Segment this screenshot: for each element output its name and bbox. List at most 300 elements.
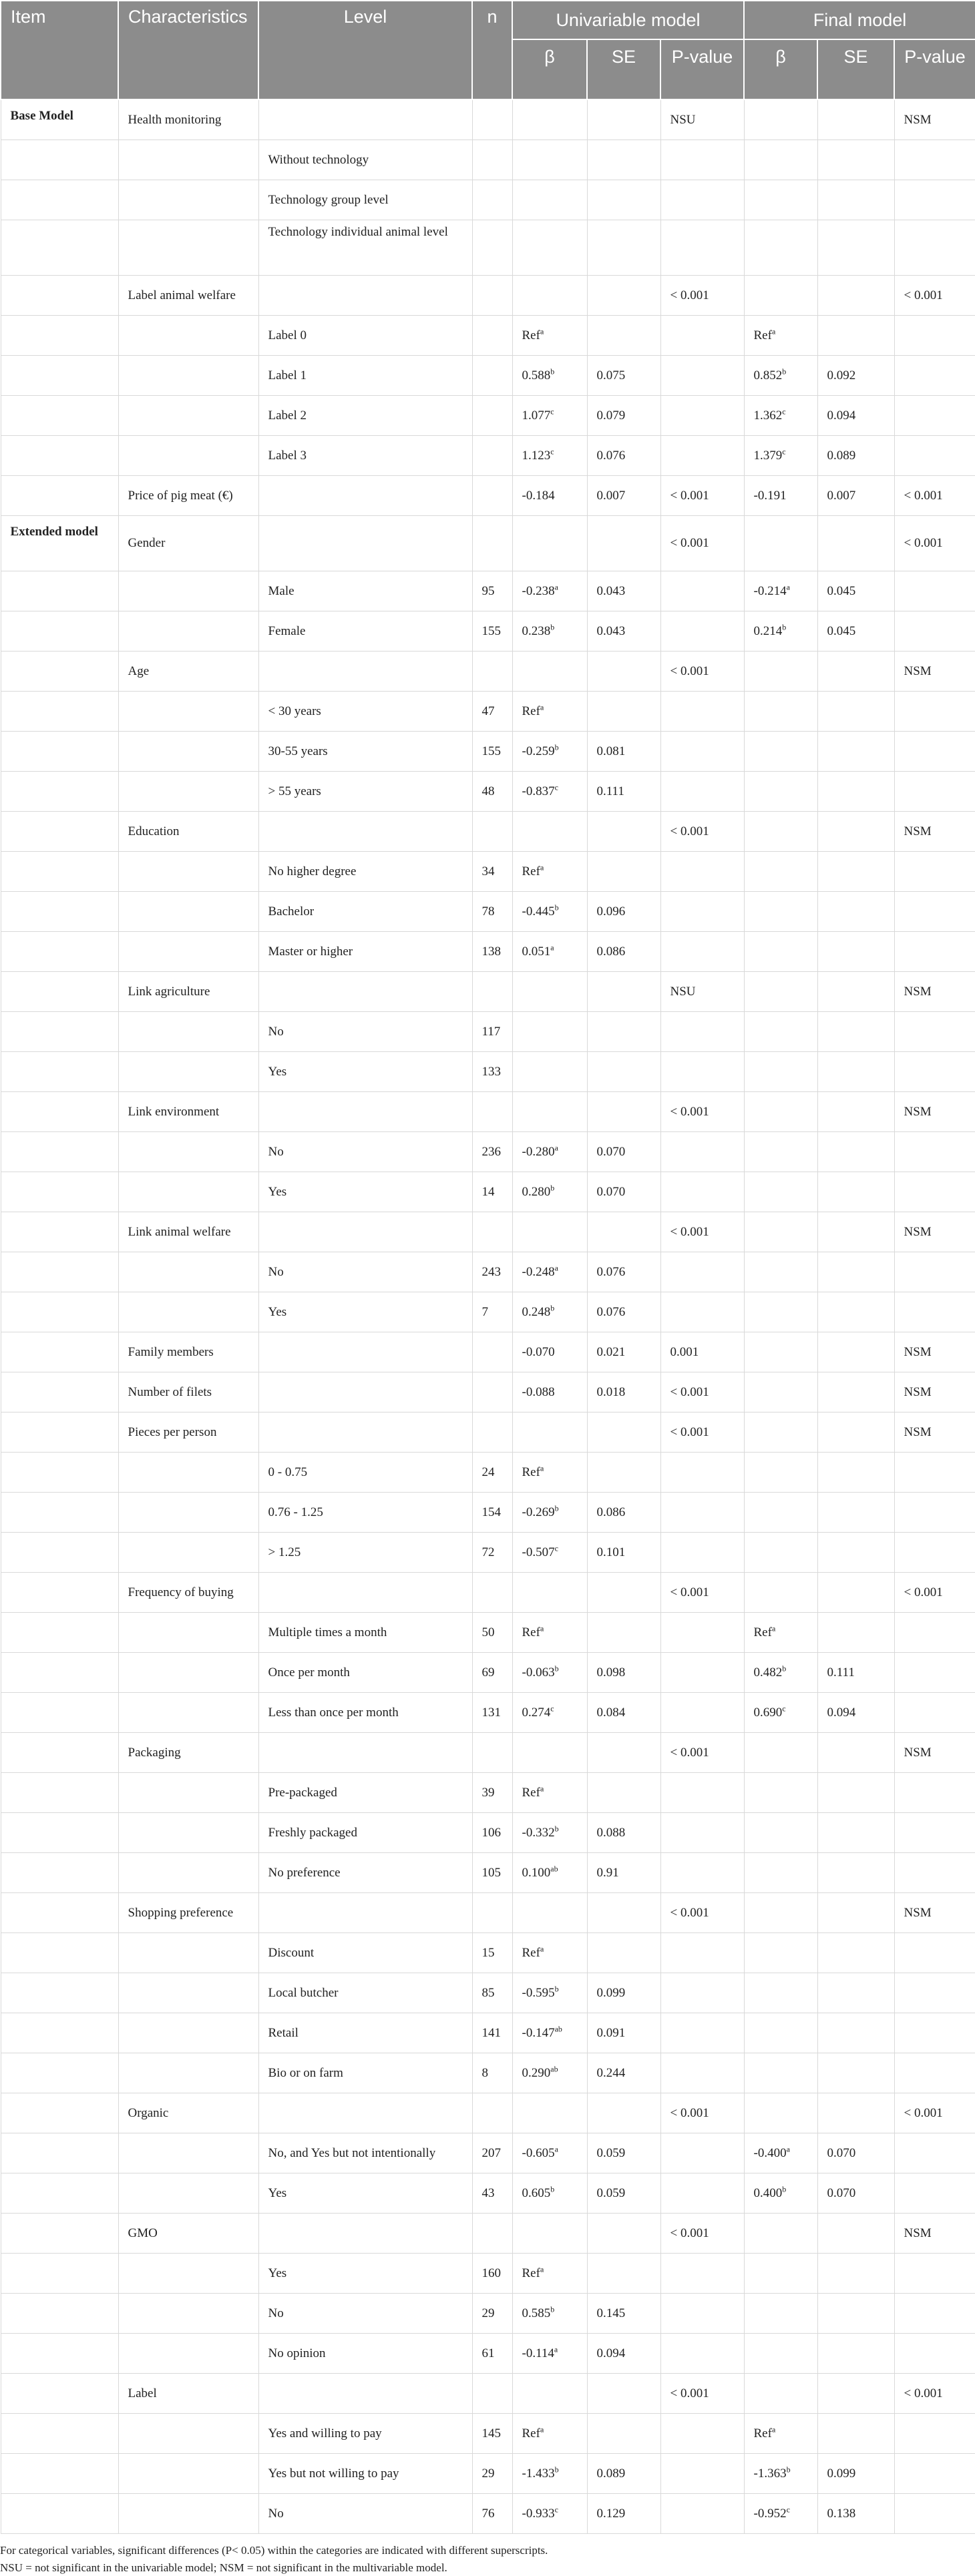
cell-n xyxy=(472,1813,512,1853)
cell-final-se-text: 0.045 xyxy=(827,584,856,598)
cell-item xyxy=(1,316,118,356)
cell-final-se xyxy=(817,316,894,356)
cell-uni-p-value xyxy=(660,1533,744,1573)
cell-uni-se-text: 0.076 xyxy=(597,1265,626,1279)
significance-superscript: b xyxy=(555,1824,559,1833)
cell-level xyxy=(258,1973,472,2013)
cell-uni-beta xyxy=(512,1412,587,1453)
significance-superscript: a xyxy=(555,1263,558,1272)
significance-superscript: b xyxy=(782,622,786,631)
table-row xyxy=(1,2173,975,2214)
cell-uni-se xyxy=(587,1773,660,1813)
significance-superscript: a xyxy=(787,582,790,591)
cell-final-se xyxy=(817,1933,894,1973)
significance-superscript: a xyxy=(554,2344,558,2354)
cell-uni-se xyxy=(587,356,660,396)
table-row xyxy=(1,1533,975,1573)
cell-final-p-value xyxy=(894,180,975,220)
cell-uni-beta xyxy=(512,571,587,611)
cell-item xyxy=(1,1453,118,1493)
significance-superscript: b xyxy=(555,1663,559,1673)
cell-uni-beta-text: 0.100 xyxy=(522,1866,551,1880)
cell-final-se xyxy=(817,692,894,732)
cell-final-beta xyxy=(744,436,817,476)
cell-final-se xyxy=(817,2214,894,2254)
cell-final-se xyxy=(817,611,894,652)
cell-uni-p-value xyxy=(660,1132,744,1172)
cell-characteristic xyxy=(118,516,258,571)
cell-final-p-value-text: NSM xyxy=(904,1105,932,1119)
cell-uni-se-text: 0.059 xyxy=(597,2186,626,2200)
table-row xyxy=(1,1252,975,1292)
cell-characteristic xyxy=(118,1412,258,1453)
cell-n xyxy=(472,436,512,476)
cell-final-se-text: 0.099 xyxy=(827,2467,856,2481)
table-row xyxy=(1,2093,975,2133)
cell-level xyxy=(258,2093,472,2133)
cell-level-text: > 1.25 xyxy=(268,1545,301,1559)
cell-uni-se xyxy=(587,1893,660,1933)
cell-final-beta xyxy=(744,1853,817,1893)
cell-level xyxy=(258,611,472,652)
cell-characteristic xyxy=(118,316,258,356)
table-row xyxy=(1,1332,975,1372)
cell-uni-se xyxy=(587,1252,660,1292)
cell-uni-p-value xyxy=(660,1212,744,1252)
cell-uni-beta-text: -0.507 xyxy=(522,1545,555,1559)
cell-final-se xyxy=(817,2334,894,2374)
cell-level-text: Local butcher xyxy=(268,1986,339,2000)
cell-characteristic xyxy=(118,2334,258,2374)
significance-superscript: a xyxy=(772,1623,775,1633)
cell-final-beta xyxy=(744,1372,817,1412)
cell-uni-beta-text: -0.238 xyxy=(522,584,555,598)
cell-final-p-value xyxy=(894,1212,975,1252)
cell-uni-beta-text: Ref xyxy=(522,1625,540,1639)
cell-final-p-value xyxy=(894,1493,975,1533)
cell-level xyxy=(258,356,472,396)
significance-superscript: a xyxy=(540,1463,544,1473)
cell-final-p-value xyxy=(894,1773,975,1813)
cell-final-beta-text: -0.191 xyxy=(754,489,787,503)
cell-uni-p-value xyxy=(660,611,744,652)
table-row xyxy=(1,972,975,1012)
cell-item xyxy=(1,892,118,932)
cell-uni-se-text: 0.129 xyxy=(597,2507,626,2521)
header-univariable-model: Univariable model xyxy=(512,1,744,39)
cell-final-p-value xyxy=(894,140,975,180)
cell-characteristic-text: Gender xyxy=(128,536,166,550)
cell-final-p-value xyxy=(894,1893,975,1933)
cell-uni-beta xyxy=(512,2214,587,2254)
cell-item xyxy=(1,611,118,652)
significance-superscript: b xyxy=(787,2465,791,2474)
cell-uni-beta-text: -0.063 xyxy=(522,1665,555,1680)
cell-n xyxy=(472,732,512,772)
cell-uni-beta xyxy=(512,276,587,316)
cell-item xyxy=(1,852,118,892)
cell-final-beta xyxy=(744,2294,817,2334)
cell-final-beta xyxy=(744,2414,817,2454)
cell-final-beta xyxy=(744,1332,817,1372)
cell-level-text: Yes xyxy=(268,1305,287,1319)
cell-final-p-value xyxy=(894,1693,975,1733)
cell-uni-p-value xyxy=(660,812,744,852)
cell-item xyxy=(1,99,118,140)
cell-final-p-value-text: < 0.001 xyxy=(904,2386,943,2400)
cell-level xyxy=(258,1052,472,1092)
cell-characteristic xyxy=(118,476,258,516)
cell-characteristic xyxy=(118,1733,258,1773)
cell-uni-beta-text: -0.088 xyxy=(522,1385,555,1399)
cell-uni-p-value xyxy=(660,1653,744,1693)
cell-uni-se xyxy=(587,1172,660,1212)
cell-final-beta-text: -0.400 xyxy=(754,2146,787,2160)
cell-item xyxy=(1,2173,118,2214)
cell-n-text: 145 xyxy=(482,2426,502,2440)
cell-n xyxy=(472,476,512,516)
cell-item xyxy=(1,1092,118,1132)
cell-uni-beta xyxy=(512,1733,587,1773)
cell-uni-se-text: 0.244 xyxy=(597,2066,626,2080)
cell-uni-se-text: 0.089 xyxy=(597,2467,626,2481)
cell-uni-p-value xyxy=(660,2494,744,2534)
cell-level xyxy=(258,812,472,852)
cell-final-beta xyxy=(744,1613,817,1653)
cell-n-text: 72 xyxy=(482,1545,495,1559)
cell-characteristic-text: Family members xyxy=(128,1345,214,1359)
table-row xyxy=(1,1973,975,2013)
cell-uni-p-value xyxy=(660,2374,744,2414)
cell-final-p-value xyxy=(894,356,975,396)
cell-n xyxy=(472,2334,512,2374)
cell-n xyxy=(472,516,512,571)
cell-final-se xyxy=(817,2053,894,2093)
cell-uni-beta-text: 1.123 xyxy=(522,449,551,463)
cell-characteristic xyxy=(118,1172,258,1212)
table-row xyxy=(1,1212,975,1252)
cell-final-se xyxy=(817,1412,894,1453)
cell-uni-se-text: 0.059 xyxy=(597,2146,626,2160)
cell-uni-se xyxy=(587,1412,660,1453)
cell-n xyxy=(472,1533,512,1573)
cell-uni-p-value xyxy=(660,652,744,692)
cell-final-beta xyxy=(744,1132,817,1172)
cell-n xyxy=(472,2494,512,2534)
cell-final-se xyxy=(817,932,894,972)
cell-uni-beta xyxy=(512,1493,587,1533)
cell-uni-beta xyxy=(512,220,587,276)
cell-final-se xyxy=(817,652,894,692)
cell-uni-p-value-text: < 0.001 xyxy=(670,288,709,302)
cell-final-p-value-text: NSM xyxy=(904,1746,932,1760)
cell-uni-p-value xyxy=(660,1052,744,1092)
cell-item xyxy=(1,2053,118,2093)
cell-uni-p-value xyxy=(660,571,744,611)
cell-level xyxy=(258,316,472,356)
cell-level-text: Bachelor xyxy=(268,905,315,919)
cell-uni-se xyxy=(587,972,660,1012)
cell-uni-beta xyxy=(512,396,587,436)
cell-final-p-value xyxy=(894,652,975,692)
significance-superscript: a xyxy=(550,943,554,952)
cell-final-beta xyxy=(744,1453,817,1493)
cell-final-beta xyxy=(744,1533,817,1573)
cell-uni-beta xyxy=(512,932,587,972)
cell-n xyxy=(472,892,512,932)
cell-uni-beta-text: 0.290 xyxy=(522,2066,551,2080)
cell-final-se-text: 0.138 xyxy=(827,2507,856,2521)
cell-uni-se xyxy=(587,1052,660,1092)
cell-uni-beta xyxy=(512,812,587,852)
table-row xyxy=(1,852,975,892)
cell-characteristic xyxy=(118,2414,258,2454)
cell-level xyxy=(258,1693,472,1733)
cell-uni-beta-text: -0.184 xyxy=(522,489,555,503)
cell-uni-se xyxy=(587,2053,660,2093)
cell-final-beta xyxy=(744,1733,817,1773)
cell-final-p-value-text: NSM xyxy=(904,1225,932,1239)
cell-uni-beta-text: Ref xyxy=(522,1786,540,1800)
cell-final-beta xyxy=(744,1052,817,1092)
cell-final-p-value xyxy=(894,1453,975,1493)
cell-final-beta xyxy=(744,692,817,732)
cell-n-text: 50 xyxy=(482,1625,495,1639)
cell-uni-se xyxy=(587,516,660,571)
cell-final-beta xyxy=(744,1012,817,1052)
cell-uni-p-value-text: < 0.001 xyxy=(670,1225,709,1239)
cell-uni-beta-text: Ref xyxy=(522,1946,540,1960)
cell-level xyxy=(258,276,472,316)
cell-uni-beta xyxy=(512,1292,587,1332)
cell-final-beta xyxy=(744,1292,817,1332)
cell-n xyxy=(472,1773,512,1813)
cell-final-p-value xyxy=(894,1573,975,1613)
cell-final-p-value xyxy=(894,1132,975,1172)
cell-uni-se xyxy=(587,2294,660,2334)
cell-uni-beta xyxy=(512,972,587,1012)
cell-uni-p-value xyxy=(660,1733,744,1773)
cell-n xyxy=(472,772,512,812)
table-row xyxy=(1,2294,975,2334)
significance-superscript: a xyxy=(555,1143,558,1152)
cell-final-se xyxy=(817,180,894,220)
cell-level xyxy=(258,2214,472,2254)
cell-final-p-value xyxy=(894,1733,975,1773)
cell-final-p-value-text: NSM xyxy=(904,1425,932,1439)
cell-level-text: No, and Yes but not intentionally xyxy=(268,2146,436,2160)
cell-item xyxy=(1,516,118,571)
cell-uni-se xyxy=(587,571,660,611)
cell-level-text: Bio or on farm xyxy=(268,2066,343,2080)
cell-uni-beta xyxy=(512,732,587,772)
cell-uni-p-value-text: < 0.001 xyxy=(670,489,709,503)
cell-item xyxy=(1,2494,118,2534)
cell-n xyxy=(472,1332,512,1372)
cell-uni-se xyxy=(587,2374,660,2414)
significance-superscript: c xyxy=(555,2505,558,2514)
cell-final-se xyxy=(817,2414,894,2454)
significance-superscript: b xyxy=(555,903,559,912)
cell-n xyxy=(472,2454,512,2494)
cell-uni-se xyxy=(587,180,660,220)
cell-item xyxy=(1,1613,118,1653)
cell-uni-beta xyxy=(512,1933,587,1973)
cell-uni-beta-text: 1.077 xyxy=(522,409,551,423)
cell-n xyxy=(472,972,512,1012)
cell-uni-beta-text: 0.605 xyxy=(522,2186,551,2200)
cell-n-text: 76 xyxy=(482,2507,495,2521)
cell-final-beta xyxy=(744,99,817,140)
cell-uni-beta xyxy=(512,2254,587,2294)
cell-item xyxy=(1,436,118,476)
cell-uni-beta-text: -0.259 xyxy=(522,744,555,758)
cell-uni-p-value xyxy=(660,99,744,140)
cell-uni-beta xyxy=(512,1453,587,1493)
cell-final-p-value-text: NSM xyxy=(904,824,932,838)
cell-characteristic xyxy=(118,2053,258,2093)
cell-uni-p-value xyxy=(660,2294,744,2334)
cell-level xyxy=(258,1172,472,1212)
cell-final-beta-text: -1.363 xyxy=(754,2467,787,2481)
significance-superscript: b xyxy=(550,1183,554,1192)
cell-uni-p-value xyxy=(660,1893,744,1933)
table-row xyxy=(1,2414,975,2454)
cell-uni-beta xyxy=(512,1653,587,1693)
cell-item xyxy=(1,1533,118,1573)
cell-characteristic-text: Education xyxy=(128,824,180,838)
cell-uni-p-value-text: NSU xyxy=(670,113,696,127)
cell-level xyxy=(258,972,472,1012)
cell-characteristic xyxy=(118,1493,258,1533)
significance-superscript: a xyxy=(540,862,544,872)
cell-uni-p-value xyxy=(660,932,744,972)
cell-final-p-value xyxy=(894,772,975,812)
cell-uni-p-value-text: < 0.001 xyxy=(670,1105,709,1119)
cell-n xyxy=(472,180,512,220)
cell-final-se xyxy=(817,1132,894,1172)
cell-uni-beta-text: -0.595 xyxy=(522,1986,555,2000)
cell-characteristic-text: Link agriculture xyxy=(128,985,210,999)
significance-superscript: a xyxy=(555,2144,558,2153)
table-row xyxy=(1,571,975,611)
cell-n-text: 47 xyxy=(482,704,495,718)
cell-characteristic xyxy=(118,2214,258,2254)
significance-superscript: a xyxy=(540,2424,544,2434)
cell-characteristic xyxy=(118,892,258,932)
cell-n xyxy=(472,396,512,436)
cell-n-text: 48 xyxy=(482,784,495,798)
cell-n xyxy=(472,1853,512,1893)
cell-characteristic-text: Frequency of buying xyxy=(128,1585,234,1599)
cell-uni-beta-text: 0.588 xyxy=(522,368,551,382)
cell-uni-p-value xyxy=(660,476,744,516)
cell-level xyxy=(258,1813,472,1853)
cell-uni-beta xyxy=(512,316,587,356)
cell-uni-p-value-text: < 0.001 xyxy=(670,824,709,838)
cell-characteristic xyxy=(118,436,258,476)
cell-final-se xyxy=(817,1172,894,1212)
header-final-beta: β xyxy=(744,39,817,99)
cell-item xyxy=(1,476,118,516)
cell-final-p-value-text: NSM xyxy=(904,1345,932,1359)
cell-uni-se xyxy=(587,1132,660,1172)
cell-level-text: No opinion xyxy=(268,2346,326,2360)
cell-level-text: Yes xyxy=(268,2266,287,2280)
cell-uni-se xyxy=(587,1693,660,1733)
cell-characteristic xyxy=(118,1773,258,1813)
significance-superscript: b xyxy=(555,1503,559,1513)
cell-n-text: 95 xyxy=(482,584,495,598)
cell-uni-beta-text: Ref xyxy=(522,2266,540,2280)
cell-final-beta-text: Ref xyxy=(754,1625,772,1639)
cell-characteristic xyxy=(118,1252,258,1292)
cell-final-p-value xyxy=(894,2013,975,2053)
cell-characteristic xyxy=(118,1292,258,1332)
cell-n xyxy=(472,1933,512,1973)
table-row xyxy=(1,2013,975,2053)
cell-item xyxy=(1,1172,118,1212)
cell-level-text: Freshly packaged xyxy=(268,1826,357,1840)
cell-level-text: 0 - 0.75 xyxy=(268,1465,308,1479)
cell-uni-beta xyxy=(512,140,587,180)
cell-uni-beta-text: 0.280 xyxy=(522,1185,551,1199)
cell-uni-beta xyxy=(512,476,587,516)
cell-characteristic xyxy=(118,2173,258,2214)
table-row xyxy=(1,476,975,516)
cell-final-p-value xyxy=(894,1613,975,1653)
cell-characteristic xyxy=(118,1573,258,1613)
cell-level-text: No xyxy=(268,1145,284,1159)
cell-characteristic xyxy=(118,852,258,892)
table-header xyxy=(1,1,975,99)
cell-final-beta xyxy=(744,1933,817,1973)
cell-uni-p-value xyxy=(660,2093,744,2133)
cell-item xyxy=(1,1733,118,1773)
cell-uni-se xyxy=(587,2133,660,2173)
cell-uni-se-text: 0.094 xyxy=(597,2346,626,2360)
cell-characteristic xyxy=(118,180,258,220)
cell-uni-beta xyxy=(512,1893,587,1933)
cell-n-text: 39 xyxy=(482,1786,495,1800)
cell-final-se xyxy=(817,516,894,571)
cell-n xyxy=(472,2214,512,2254)
cell-uni-se xyxy=(587,316,660,356)
cell-n xyxy=(472,2414,512,2454)
cell-uni-p-value xyxy=(660,1613,744,1653)
significance-superscript: b xyxy=(555,742,559,752)
cell-n xyxy=(472,220,512,276)
cell-uni-se xyxy=(587,2173,660,2214)
cell-characteristic xyxy=(118,732,258,772)
cell-level-text: Label 3 xyxy=(268,449,307,463)
cell-final-se xyxy=(817,812,894,852)
cell-final-se xyxy=(817,732,894,772)
cell-final-beta xyxy=(744,2454,817,2494)
cell-level xyxy=(258,1092,472,1132)
cell-uni-se xyxy=(587,892,660,932)
significance-superscript: b xyxy=(555,2465,559,2474)
cell-item xyxy=(1,2133,118,2173)
cell-final-p-value-text: < 0.001 xyxy=(904,2106,943,2120)
cell-final-se-text: 0.007 xyxy=(827,489,856,503)
cell-final-beta xyxy=(744,812,817,852)
cell-characteristic-text: Age xyxy=(128,664,150,678)
cell-level-text: No higher degree xyxy=(268,864,357,878)
cell-level xyxy=(258,2173,472,2214)
cell-level-text: Yes xyxy=(268,1065,287,1079)
cell-uni-se xyxy=(587,396,660,436)
